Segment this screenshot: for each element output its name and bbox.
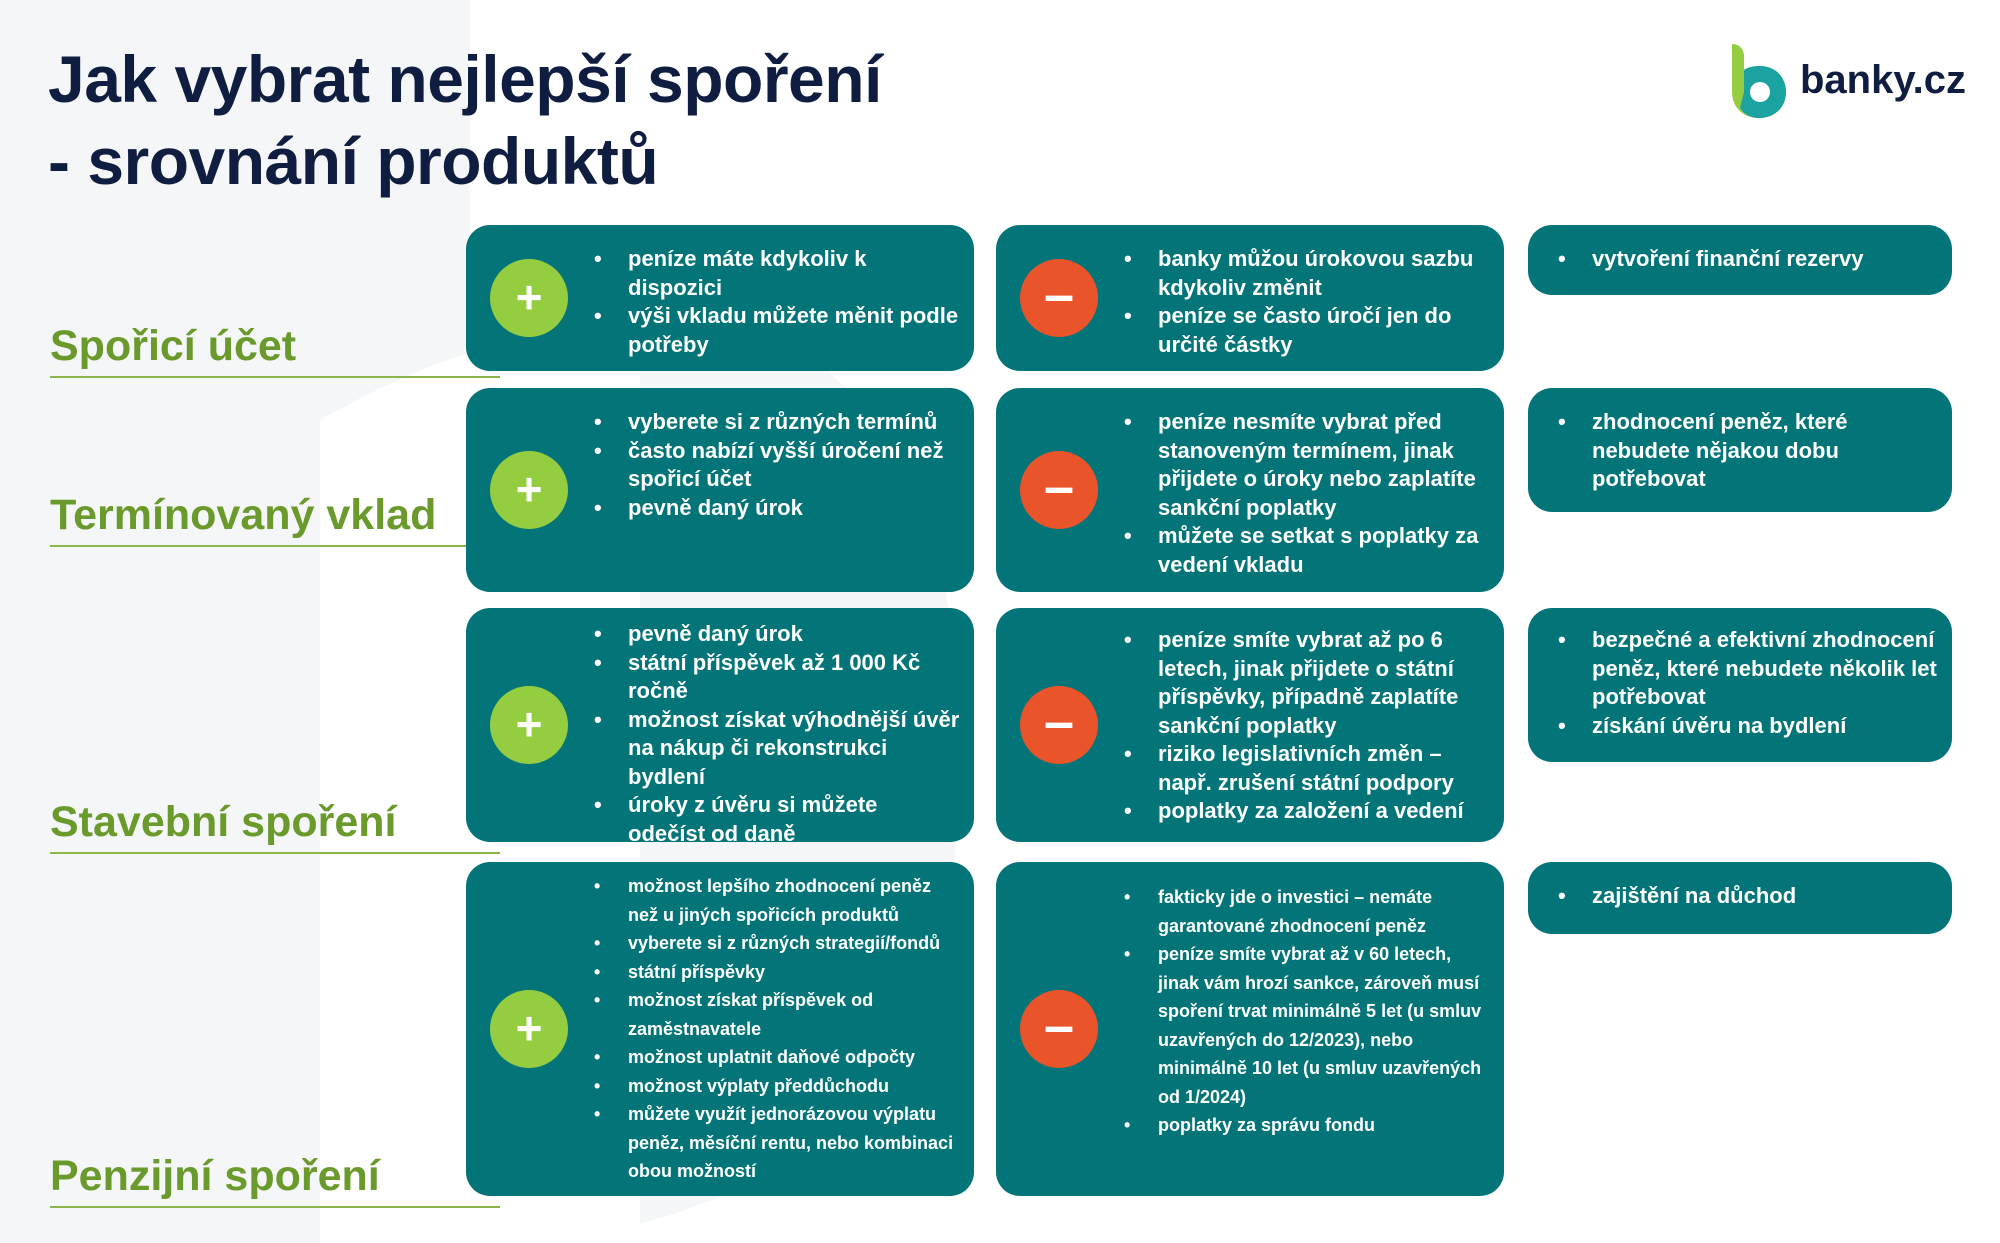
category-label-penzijni-sporeni: Penzijní spoření bbox=[50, 1148, 500, 1208]
pros-list bbox=[594, 408, 960, 522]
pros-list bbox=[594, 245, 960, 359]
list-item: • často nabízí vyšší úročení než spořicí účet bbox=[594, 437, 960, 494]
list-item: • peníze nesmíte vybrat před stanoveným termínem, jinak přijdete o úroky nebo zaplatíte sankční poplatky bbox=[1124, 408, 1490, 522]
minus-icon: – bbox=[1020, 259, 1098, 337]
use-list bbox=[1558, 245, 1938, 274]
minus-icon: – bbox=[1020, 451, 1098, 529]
use-list bbox=[1558, 626, 1938, 740]
list-item: • úroky z úvěru si můžete odečíst od daně bbox=[594, 791, 960, 848]
pros-list bbox=[594, 872, 960, 1186]
logo-text: banky.cz bbox=[1800, 58, 1966, 102]
list-item: • možnost výplaty předdůchodu bbox=[594, 1072, 960, 1101]
cons-card-terminovany-vklad bbox=[996, 388, 1504, 592]
use-card-terminovany-vklad bbox=[1528, 388, 1952, 512]
list-item: • vyberete si z různých termínů bbox=[594, 408, 960, 437]
category-label-terminovany-vklad: Termínovaný vklad bbox=[50, 487, 480, 547]
cons-card-penzijni-sporeni bbox=[996, 862, 1504, 1196]
list-item: • fakticky jde o investici – nemáte garantované zhodnocení peněz bbox=[1124, 883, 1490, 940]
plus-icon: + bbox=[490, 686, 568, 764]
list-item: • riziko legislativních změn – např. zrušení státní podpory bbox=[1124, 740, 1490, 797]
list-item: • možnost lepšího zhodnocení peněz než u jiných spořicích produktů bbox=[594, 872, 960, 929]
cons-card-sporici-ucet bbox=[996, 225, 1504, 371]
use-list bbox=[1558, 882, 1938, 911]
list-item: • státní příspěvky bbox=[594, 958, 960, 987]
list-item: • peníze smíte vybrat až po 6 letech, jinak přijdete o státní příspěvky, případně zaplatíte sankční poplatky bbox=[1124, 626, 1490, 740]
use-card-sporici-ucet bbox=[1528, 225, 1952, 295]
list-item: • výši vkladu můžete měnit podle potřeby bbox=[594, 302, 960, 359]
list-item: • získání úvěru na bydlení bbox=[1558, 712, 1938, 741]
page-title bbox=[48, 38, 882, 202]
cons-list bbox=[1124, 626, 1490, 826]
list-item: • státní příspěvek až 1 000 Kč ročně bbox=[594, 649, 960, 706]
pros-card-stavebni-sporeni bbox=[466, 608, 974, 846]
list-item: • možnost uplatnit daňové odpočty bbox=[594, 1043, 960, 1072]
list-item: • zhodnocení peněz, které nebudete nějakou dobu potřebovat bbox=[1558, 408, 1938, 494]
pros-card-terminovany-vklad bbox=[466, 388, 974, 592]
list-item: • peníze se často úročí jen do určité částky bbox=[1124, 302, 1490, 359]
list-item: • bezpečné a efektivní zhodnocení peněz, které nebudete několik let potřebovat bbox=[1558, 626, 1938, 712]
list-item: • můžete využít jednorázovou výplatu peněz, měsíční rentu, nebo kombinaci obou možností bbox=[594, 1100, 960, 1186]
pros-card-penzijni-sporeni bbox=[466, 862, 974, 1196]
category-label-sporici-ucet: Spořicí účet bbox=[50, 318, 500, 378]
list-item: • banky můžou úrokovou sazbu kdykoliv změnit bbox=[1124, 245, 1490, 302]
list-item: • můžete se setkat s poplatky za vedení vkladu bbox=[1124, 522, 1490, 579]
banky-logo-icon bbox=[1728, 40, 1790, 122]
cons-list bbox=[1124, 408, 1490, 579]
list-item: • možnost získat příspěvek od zaměstnavatele bbox=[594, 986, 960, 1043]
list-item: • vyberete si z různých strategií/fondů bbox=[594, 929, 960, 958]
pros-card-sporici-ucet bbox=[466, 225, 974, 371]
pros-list bbox=[594, 620, 960, 848]
list-item: • pevně daný úrok bbox=[594, 494, 960, 523]
use-list bbox=[1558, 408, 1938, 494]
use-card-penzijni-sporeni bbox=[1528, 862, 1952, 934]
minus-icon: – bbox=[1020, 990, 1098, 1068]
cons-list bbox=[1124, 245, 1490, 359]
plus-icon: + bbox=[490, 990, 568, 1068]
plus-icon: + bbox=[490, 259, 568, 337]
list-item: • poplatky za založení a vedení bbox=[1124, 797, 1490, 826]
plus-icon: + bbox=[490, 451, 568, 529]
page-title-line-1: Jak vybrat nejlepší spoření bbox=[48, 42, 882, 116]
list-item: • peníze máte kdykoliv k dispozici bbox=[594, 245, 960, 302]
list-item: • možnost získat výhodnější úvěr na nákup či rekonstrukci bydlení bbox=[594, 706, 960, 792]
cons-card-stavebni-sporeni bbox=[996, 608, 1504, 842]
cons-list bbox=[1124, 883, 1490, 1140]
page-title-line-2: - srovnání produktů bbox=[48, 124, 659, 198]
list-item: • zajištění na důchod bbox=[1558, 882, 1938, 911]
list-item: • pevně daný úrok bbox=[594, 620, 960, 649]
list-item: • poplatky za správu fondu bbox=[1124, 1111, 1490, 1140]
use-card-stavebni-sporeni bbox=[1528, 608, 1952, 762]
minus-icon: – bbox=[1020, 686, 1098, 764]
list-item: • vytvoření finanční rezervy bbox=[1558, 245, 1938, 274]
category-label-stavebni-sporeni: Stavební spoření bbox=[50, 794, 500, 854]
list-item: • peníze smíte vybrat až v 60 letech, jinak vám hrozí sankce, zároveň musí spoření trvat minimálně 5 let (u smluv uzavřených do 12/2023), nebo minimálně 10 let (u smluv uzavřených od 1/2024) bbox=[1124, 940, 1490, 1111]
